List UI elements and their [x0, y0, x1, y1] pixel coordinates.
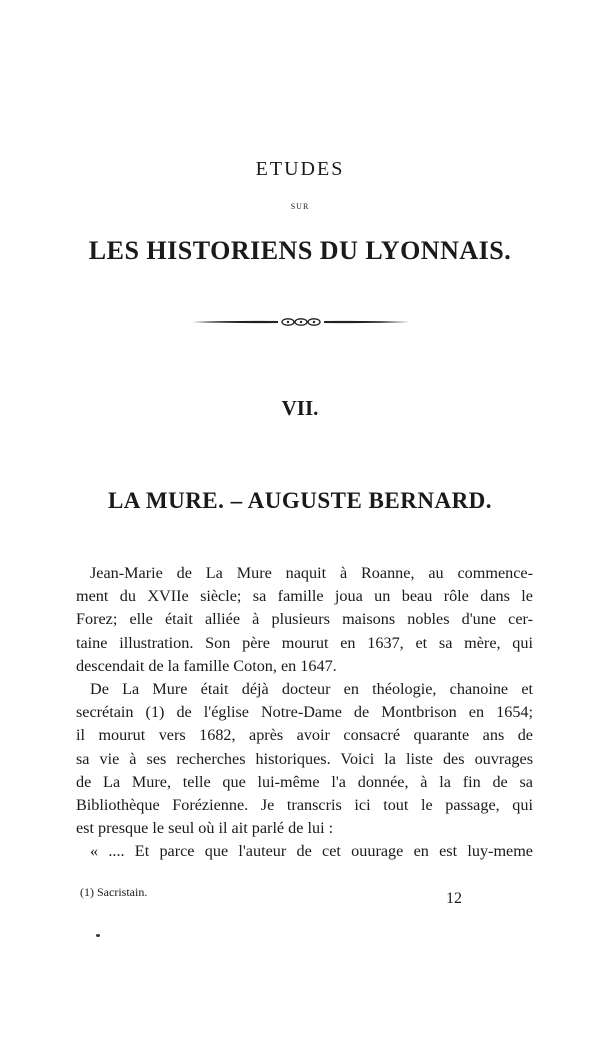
text-line: il mourut vers 1682, après avoir consacré quarante ans de [76, 726, 533, 745]
section-number: VII. [281, 396, 319, 420]
chapter-title: LA MURE. – AUGUSTE BERNARD. [107, 488, 493, 513]
footnote: (1) Sacristain. [80, 885, 148, 899]
text-line: Forez; elle était alliée à plusieurs maisons nobles d'une cer- [76, 610, 533, 629]
title-connector-sur: SUR [290, 202, 310, 211]
text-line: ment du XVIIe siècle; sa famille joua un beau rôle dans le [76, 587, 533, 606]
text-line: De La Mure était déjà docteur en théologie, chanoine et [90, 679, 533, 698]
book-title: LES HISTORIENS DU LYONNAIS. [88, 236, 512, 265]
text-line: taine illustration. Son père mourut en 1637, et sa mère, qui [76, 633, 533, 652]
running-title-etudes: ETUDES [255, 158, 345, 180]
text-line: de La Mure, telle que lui-même l'a donnée, à la fin de sa [76, 772, 533, 791]
text-line: descendait de la famille Coton, en 1647. [76, 656, 337, 675]
ornament-divider-icon [190, 314, 412, 330]
text-line: est presque le seul où il ait parlé de lui : [76, 819, 334, 838]
text-line: sa vie à ses recherches historiques. Voici la liste des ouvrages [76, 749, 533, 768]
text-line: secrétain (1) de l'église Notre-Dame de Montbrison en 1654; [76, 703, 533, 722]
text-line: Bibliothèque Forézienne. Je transcris ici tout le passage, qui [76, 795, 533, 814]
body-text [76, 562, 533, 863]
page-number: 12 [446, 890, 462, 907]
text-line: Jean-Marie de La Mure naquit à Roanne, au commence- [90, 564, 533, 582]
ink-speck [96, 934, 100, 937]
text-line: « .... Et parce que l'auteur de cet ouurage en est luy-meme [90, 842, 533, 861]
